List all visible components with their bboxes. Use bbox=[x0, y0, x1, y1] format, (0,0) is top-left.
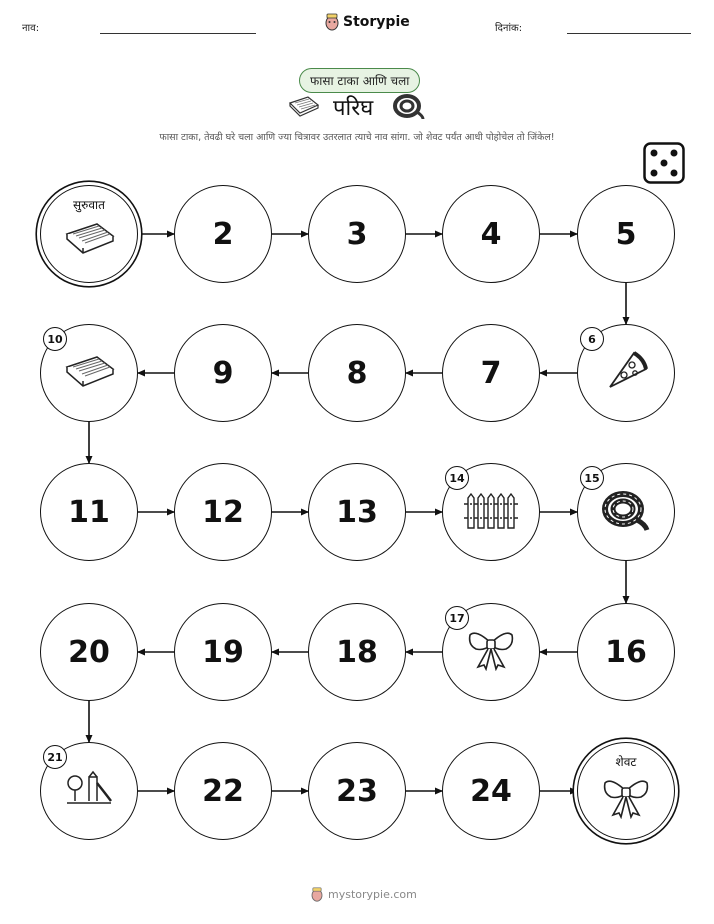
space-number: 13 bbox=[336, 494, 378, 530]
space-number: 9 bbox=[212, 355, 234, 391]
name-label: नाव: bbox=[22, 23, 40, 34]
space-number: 23 bbox=[336, 773, 378, 809]
tray-icon bbox=[61, 353, 117, 393]
instructions: फासा टाका, तेवढी घरे चला आणि ज्या चित्रावर उतरलात त्याचे नाव सांगा. जो शेवट पर्यंत आधी पोहोचेल तो जिंकेल! bbox=[159, 132, 555, 143]
board-space-19[interactable] bbox=[174, 603, 272, 701]
finish-label: शेवट bbox=[615, 755, 637, 769]
space-number: 2 bbox=[212, 216, 234, 252]
footer-mascot-icon bbox=[311, 887, 323, 902]
space-number: 4 bbox=[480, 216, 502, 252]
start-space[interactable] bbox=[40, 185, 138, 283]
space-number: 18 bbox=[336, 634, 378, 670]
space-number: 3 bbox=[346, 216, 368, 252]
space-number-badge: 21 bbox=[43, 745, 67, 769]
space-number: 12 bbox=[202, 494, 244, 530]
board-space-2[interactable] bbox=[174, 185, 272, 283]
board-space-24[interactable] bbox=[442, 742, 540, 840]
board-space-22[interactable] bbox=[174, 742, 272, 840]
board-space-12[interactable] bbox=[174, 463, 272, 561]
board-space-9[interactable] bbox=[174, 324, 272, 422]
space-number: 8 bbox=[346, 355, 368, 391]
space-number: 19 bbox=[202, 634, 244, 670]
space-number-badge: 15 bbox=[580, 466, 604, 490]
start-label: सुरुवात bbox=[73, 198, 105, 212]
pizza-slice-icon bbox=[604, 349, 648, 397]
footer bbox=[311, 887, 417, 902]
finish-space[interactable] bbox=[577, 742, 675, 840]
bow-icon bbox=[601, 777, 651, 823]
game-type-pill: फासा टाका आणि चला bbox=[299, 68, 420, 93]
footer-site: mystorypie.com bbox=[328, 888, 417, 901]
board-space-23[interactable] bbox=[308, 742, 406, 840]
board-space-18[interactable] bbox=[308, 603, 406, 701]
board-space-16[interactable] bbox=[577, 603, 675, 701]
board-space-3[interactable] bbox=[308, 185, 406, 283]
space-number: 11 bbox=[68, 494, 110, 530]
board-space-11[interactable] bbox=[40, 463, 138, 561]
page-title: परिघ bbox=[333, 96, 374, 121]
board-space-20[interactable] bbox=[40, 603, 138, 701]
board-space-7[interactable] bbox=[442, 324, 540, 422]
board-space-8[interactable] bbox=[308, 324, 406, 422]
space-number: 20 bbox=[68, 634, 110, 670]
playground-icon bbox=[65, 769, 113, 813]
brand-name: Storypie bbox=[343, 14, 410, 30]
board-space-5[interactable] bbox=[577, 185, 675, 283]
board-space-13[interactable] bbox=[308, 463, 406, 561]
fence-icon bbox=[460, 490, 522, 534]
board-space-4[interactable] bbox=[442, 185, 540, 283]
date-label: दिनांक: bbox=[495, 23, 523, 34]
space-number-badge: 17 bbox=[445, 606, 469, 630]
space-number: 7 bbox=[480, 355, 502, 391]
space-number-badge: 6 bbox=[580, 327, 604, 351]
tray-icon bbox=[61, 220, 117, 260]
space-number: 22 bbox=[202, 773, 244, 809]
bow-icon bbox=[466, 629, 516, 675]
space-number: 5 bbox=[615, 216, 637, 252]
space-number: 16 bbox=[605, 634, 647, 670]
space-number-badge: 14 bbox=[445, 466, 469, 490]
space-number-badge: 10 bbox=[43, 327, 67, 351]
space-number: 24 bbox=[470, 773, 512, 809]
rope-coil-icon bbox=[601, 488, 651, 536]
